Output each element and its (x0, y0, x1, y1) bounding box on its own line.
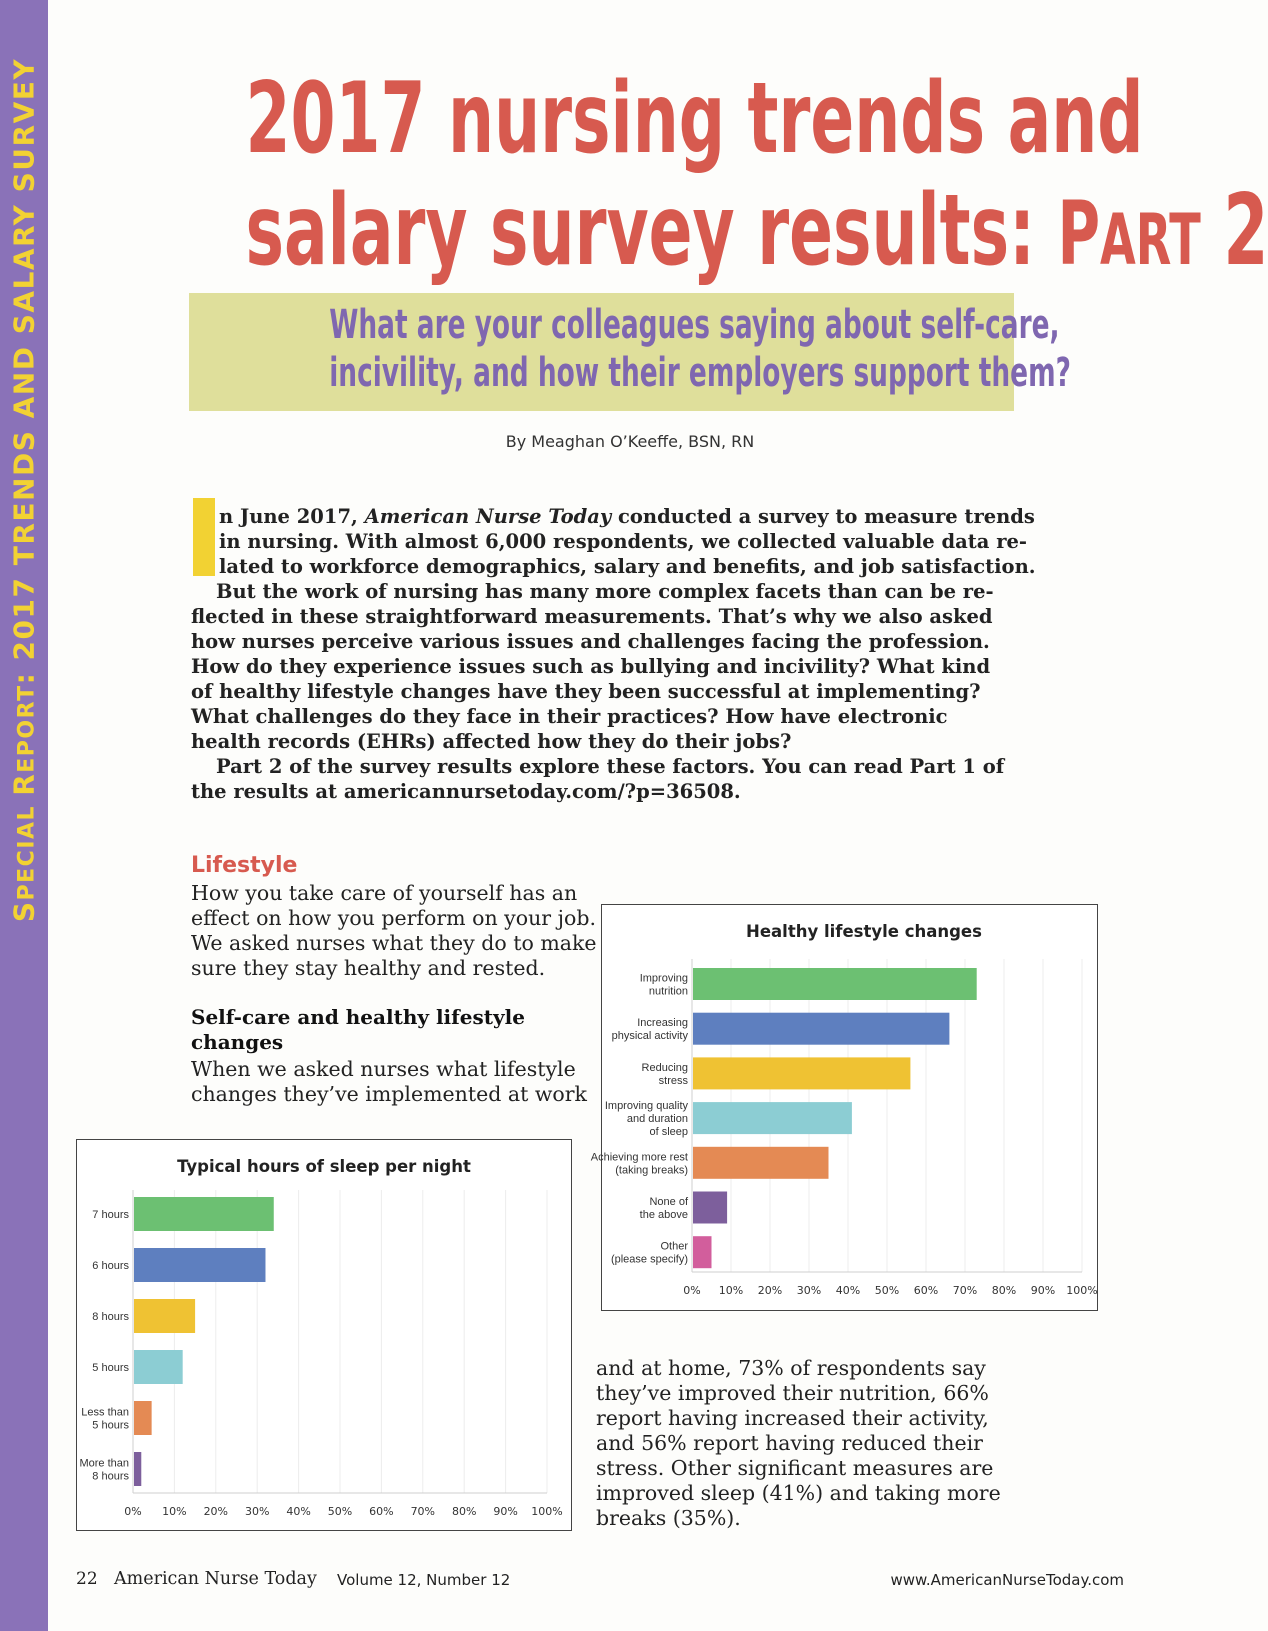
section-heading-lifestyle: Lifestyle (191, 853, 298, 878)
body-line: improved sleep (41%) and taking more (596, 1481, 1001, 1505)
intro-publication: American Nurse Today (364, 505, 612, 528)
deck-line-1: What are your colleagues saying about self-care, (329, 302, 1060, 348)
category-label: 8 hours (92, 1470, 129, 1483)
headline-line-2 (245, 174, 1268, 288)
x-tick-label: 90% (1030, 1284, 1056, 1297)
category-label: More than (79, 1457, 129, 1470)
intro-line-1b: conducted a survey to measure trends (611, 505, 1035, 528)
category-label: physical activity (611, 1030, 688, 1043)
headline-part-num: 2 (1200, 174, 1268, 288)
x-tick-label: 80% (991, 1284, 1017, 1297)
section-label-s: S (7, 900, 41, 923)
chart-sleep-hours (76, 1139, 572, 1531)
chart-healthy-lifestyle (590, 904, 1098, 1311)
x-tick-label: 100% (531, 1505, 563, 1518)
bar (693, 1192, 727, 1224)
x-tick-label: 70% (410, 1505, 436, 1518)
footer-url: www.AmericanNurseToday.com (890, 1571, 1124, 1589)
body-line: report having increased their activity, (596, 1406, 989, 1430)
body-line: How you take care of yourself has an (191, 881, 578, 905)
deck-box (189, 293, 1071, 411)
intro-line: health records (EHRs) affected how they do their jobs? (191, 730, 792, 753)
category-label: Less than (81, 1406, 129, 1419)
footer-publication: American Nurse Today (114, 1569, 317, 1589)
x-tick-label: 80% (451, 1505, 477, 1518)
category-label: Increasing (637, 1017, 688, 1030)
body-line: breaks (35%). (596, 1506, 741, 1530)
page-number: 22 (76, 1569, 98, 1589)
intro-line: flected in these straightforward measurements. That’s why we also asked (191, 605, 993, 628)
category-label: nutrition (648, 985, 688, 998)
category-label: Improving quality (604, 1100, 688, 1113)
self-care-paragraph (191, 1057, 587, 1107)
x-tick-label: 30% (244, 1505, 270, 1518)
chart-title: Healthy lifestyle changes (746, 922, 982, 941)
intro-line: of healthy lifestyle changes have they been successful at implementing? (191, 680, 981, 703)
body-line: changes they’ve implemented at work (191, 1082, 587, 1106)
intro-text (191, 504, 1036, 804)
bar (134, 1401, 152, 1435)
intro-line (191, 504, 1035, 529)
bar (693, 1102, 852, 1134)
section-label (8, 58, 41, 922)
category-label: Other (660, 1240, 688, 1253)
bar (693, 968, 977, 1000)
intro-line: in nursing. With almost 6,000 respondents, we collected valuable data re- (219, 530, 1027, 553)
body-line: and 56% report having reduced their (596, 1431, 983, 1455)
bar (134, 1299, 195, 1333)
x-tick-label: 40% (835, 1284, 861, 1297)
bar (134, 1350, 183, 1384)
category-label: Improving (639, 972, 688, 985)
section-label-pecial: PECIAL (14, 795, 40, 901)
category-label: 8 hours (92, 1311, 129, 1323)
x-tick-label: 50% (327, 1505, 353, 1518)
x-tick-label: 30% (796, 1284, 822, 1297)
headline-line-1: 2017 nursing trends and (245, 62, 1144, 176)
category-label: (taking breaks) (615, 1164, 688, 1177)
intro-line: What challenges do they face in their practices? How have electronic (191, 705, 948, 728)
intro-line: lated to workforce demographics, salary and benefits, and job satisfaction. (219, 555, 1036, 578)
headline-part-p: P (1057, 182, 1101, 285)
x-tick-label: 100% (1066, 1284, 1098, 1297)
x-tick-label: 0% (124, 1505, 142, 1518)
continued-paragraph (596, 1356, 1001, 1531)
body-line: they’ve improved their nutrition, 66% (596, 1381, 989, 1405)
intro-line: Part 2 of the survey results explore these factors. You can read Part 1 of (216, 755, 1005, 778)
x-tick-label: 90% (493, 1505, 518, 1518)
footer-volume: Volume 12, Number 12 (337, 1571, 511, 1589)
chart-healthy-lifestyle-svg (590, 905, 1098, 1310)
body-line: effect on how you perform on your job. (191, 906, 596, 930)
byline: By Meaghan O’Keeffe, BSN, RN (505, 432, 755, 451)
subheading-line: Self-care and healthy lifestyle (191, 1005, 525, 1029)
chart-sleep-hours-svg (77, 1140, 571, 1530)
subheading-self-care (191, 1005, 525, 1055)
body-line: sure they stay healthy and rested. (191, 956, 546, 980)
bar (134, 1248, 265, 1282)
x-tick-label: 20% (203, 1505, 229, 1518)
sidebar-band (0, 0, 48, 1631)
body-line: We asked nurses what they do to make (191, 931, 597, 955)
chart-title: Typical hours of sleep per night (177, 1157, 471, 1176)
category-label: the above (639, 1209, 688, 1221)
category-label: stress (658, 1074, 688, 1087)
headline-part-art: ART (1100, 199, 1201, 281)
x-tick-label: 70% (952, 1284, 978, 1297)
subheading-line: changes (191, 1030, 284, 1054)
x-tick-label: 20% (757, 1284, 783, 1297)
body-line: stress. Other significant measures are (596, 1456, 994, 1480)
category-label: of sleep (649, 1126, 688, 1139)
x-tick-label: 60% (369, 1505, 394, 1518)
deck-line-2: incivility, and how their employers support them? (329, 350, 1071, 396)
x-tick-label: 10% (162, 1505, 187, 1518)
category-label: None of (649, 1196, 688, 1208)
x-tick-label: 0% (683, 1284, 701, 1297)
category-label: 7 hours (92, 1209, 129, 1221)
body-line: When we asked nurses what lifestyle (191, 1057, 576, 1081)
bar (134, 1197, 274, 1231)
category-label: 6 hours (92, 1260, 129, 1272)
category-label: Achieving more rest (590, 1151, 688, 1164)
section-label-rest: : 2017 TRENDS AND SALARY SURVEY (7, 57, 41, 685)
bar (693, 1236, 712, 1268)
intro-line: How do they experience issues such as bullying and incivility? What kind (191, 655, 991, 678)
x-tick-label: 50% (874, 1284, 900, 1297)
lifestyle-paragraph (191, 881, 597, 981)
category-label: (please specify) (610, 1253, 688, 1266)
intro-line: how nurses perceive various issues and challenges facing the profession. (191, 630, 990, 653)
bar (693, 1147, 829, 1179)
bar (693, 1057, 910, 1089)
body-line: and at home, 73% of respondents say (596, 1356, 986, 1380)
bar (693, 1013, 949, 1045)
intro-line-1a: n June 2017, (219, 505, 365, 528)
headline-main: salary survey results: (245, 174, 1058, 288)
intro-line: the results at americannursetoday.com/?p=36508. (191, 780, 741, 803)
category-label: Reducing (641, 1061, 688, 1074)
category-label: and duration (626, 1113, 688, 1126)
intro-line: But the work of nursing has many more complex facets than can be re- (216, 580, 994, 603)
x-tick-label: 10% (718, 1284, 744, 1297)
section-label-eport: EPORT (14, 684, 40, 773)
bar (134, 1452, 141, 1486)
category-label: 5 hours (92, 1362, 129, 1374)
x-tick-label: 40% (286, 1505, 311, 1518)
section-label-r: R (7, 772, 41, 796)
category-label: 5 hours (92, 1419, 129, 1432)
x-tick-label: 60% (913, 1284, 939, 1297)
